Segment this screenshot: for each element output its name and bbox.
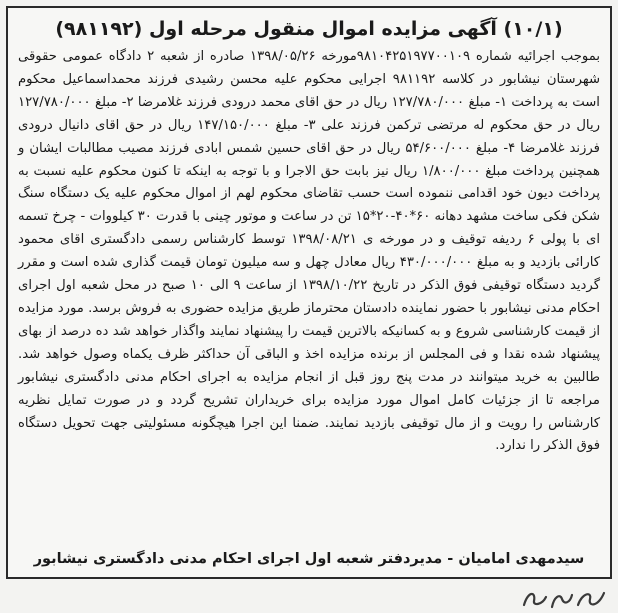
notice-body-text: بموجب اجرائیه شماره ۹۸۱۰۴۲۵۱۹۷۷۰۰۱۰۹مورخه ۱۳۹۸/۰۵/۲۶ صادره از شعبه ۲ دادگاه عمومی حقوقی شهرستان نیشابور در کلاسه ۹۸۱۱۹۲ اجرایی محکوم علیه محسن رشیدی فرزند محمداسماعیل محکوم است به پرداخت ۱- مبلغ ۱۲۷/۷۸۰/۰۰۰ ریال در حق اقای محمد درودی فرزند غلامرضا ۲- مبلغ ۱۲۷/۷۸۰/۰۰۰ ریال در حق محکوم له مرتضی ترکمن فرزند علی ۳- مبلغ ۱۴۷/۱۵۰/۰۰۰ ریال در حق اقای دانیال درودی فرزند غلامرضا ۴- مبلغ ۵۴/۶۰۰/۰۰۰ ریال در حق اقای حسین شمس ابادی فرزند مصیب مطالبات ایشان و همچنین پرداخت مبلغ ۱/۸۰۰/۰۰۰ ریال نیز بابت حق الاجرا و با توجه به اینکه تا کنون محکوم علیه نسبت به پرداخت دیون خود اقدامی ننموده است حسب تقاضای محکوم لهم از اموال محکوم علیه یک دستگاه سنگ شکن فکی ساخت مشهد دهانه ۶۰*۴۰-۲۰*۱۵ تن در ساعت و موتور چینی با قدرت ۳۰ کیلووات - چرخ تسمه ای با پولی ۶ ردیفه توقیف و در مورخه ی ۱۳۹۸/۰۸/۲۱ توسط کارشناس رسمی دادگستری اقای محمود کارائی بازدید و به مبلغ ۴۳۰/۰۰۰/۰۰۰ ریال معادل چهل و سه میلیون تومان قیمت گذاری شده است و مقرر گردید دستگاه توقیفی فوق الذکر در تاریخ ۱۳۹۸/۱۰/۲۲ از ساعت ۹ الی ۱۰ صبح در محل شعبه اول اجرای احکام مدنی نیشابور با حضور نماینده دادستان محترماز طریق مزایده حضوری به فروش برسد. مورد مزایده از قیمت کارشناسی شروع و به کسانیکه بالاترین قیمت را پیشنهاد نمایند واگذار خواهد شد ده درصد از بهای پیشنهاد شده نقدا و فی المجلس از برنده مزایده اخذ و الباقی آن حداکثر ظرف یکماه وصول خواهد شد. طالبین به خرید میتوانند در مدت پنج روز قبل از انجام مزایده به اجرای احکام مدنی دادگستری نیشابور مراجعه تا از جزئیات کامل اموال مورد مزایده برای خریداران تشریح گردد و در صورت تمایل نظریه کارشناس را رویت و از مال توقیفی بازدید نمایند. ضمنا این اجرا هیچگونه مسئولیتی جهت تحویل دستگاه فوق الذکر را ندارد. [18,49,601,454]
auction-notice [6,6,612,579]
notice-body [8,46,610,458]
notice-title: (۱۰/۱) آگهی مزایده اموال منقول مرحله اول (۹۸۱۱۹۲) [55,18,563,40]
notice-signature: سیدمهدی امامیان - مدیردفتر شعبه اول اجرای احکام مدنی دادگستری نیشابور [33,551,585,567]
handwritten-mark [518,583,610,611]
